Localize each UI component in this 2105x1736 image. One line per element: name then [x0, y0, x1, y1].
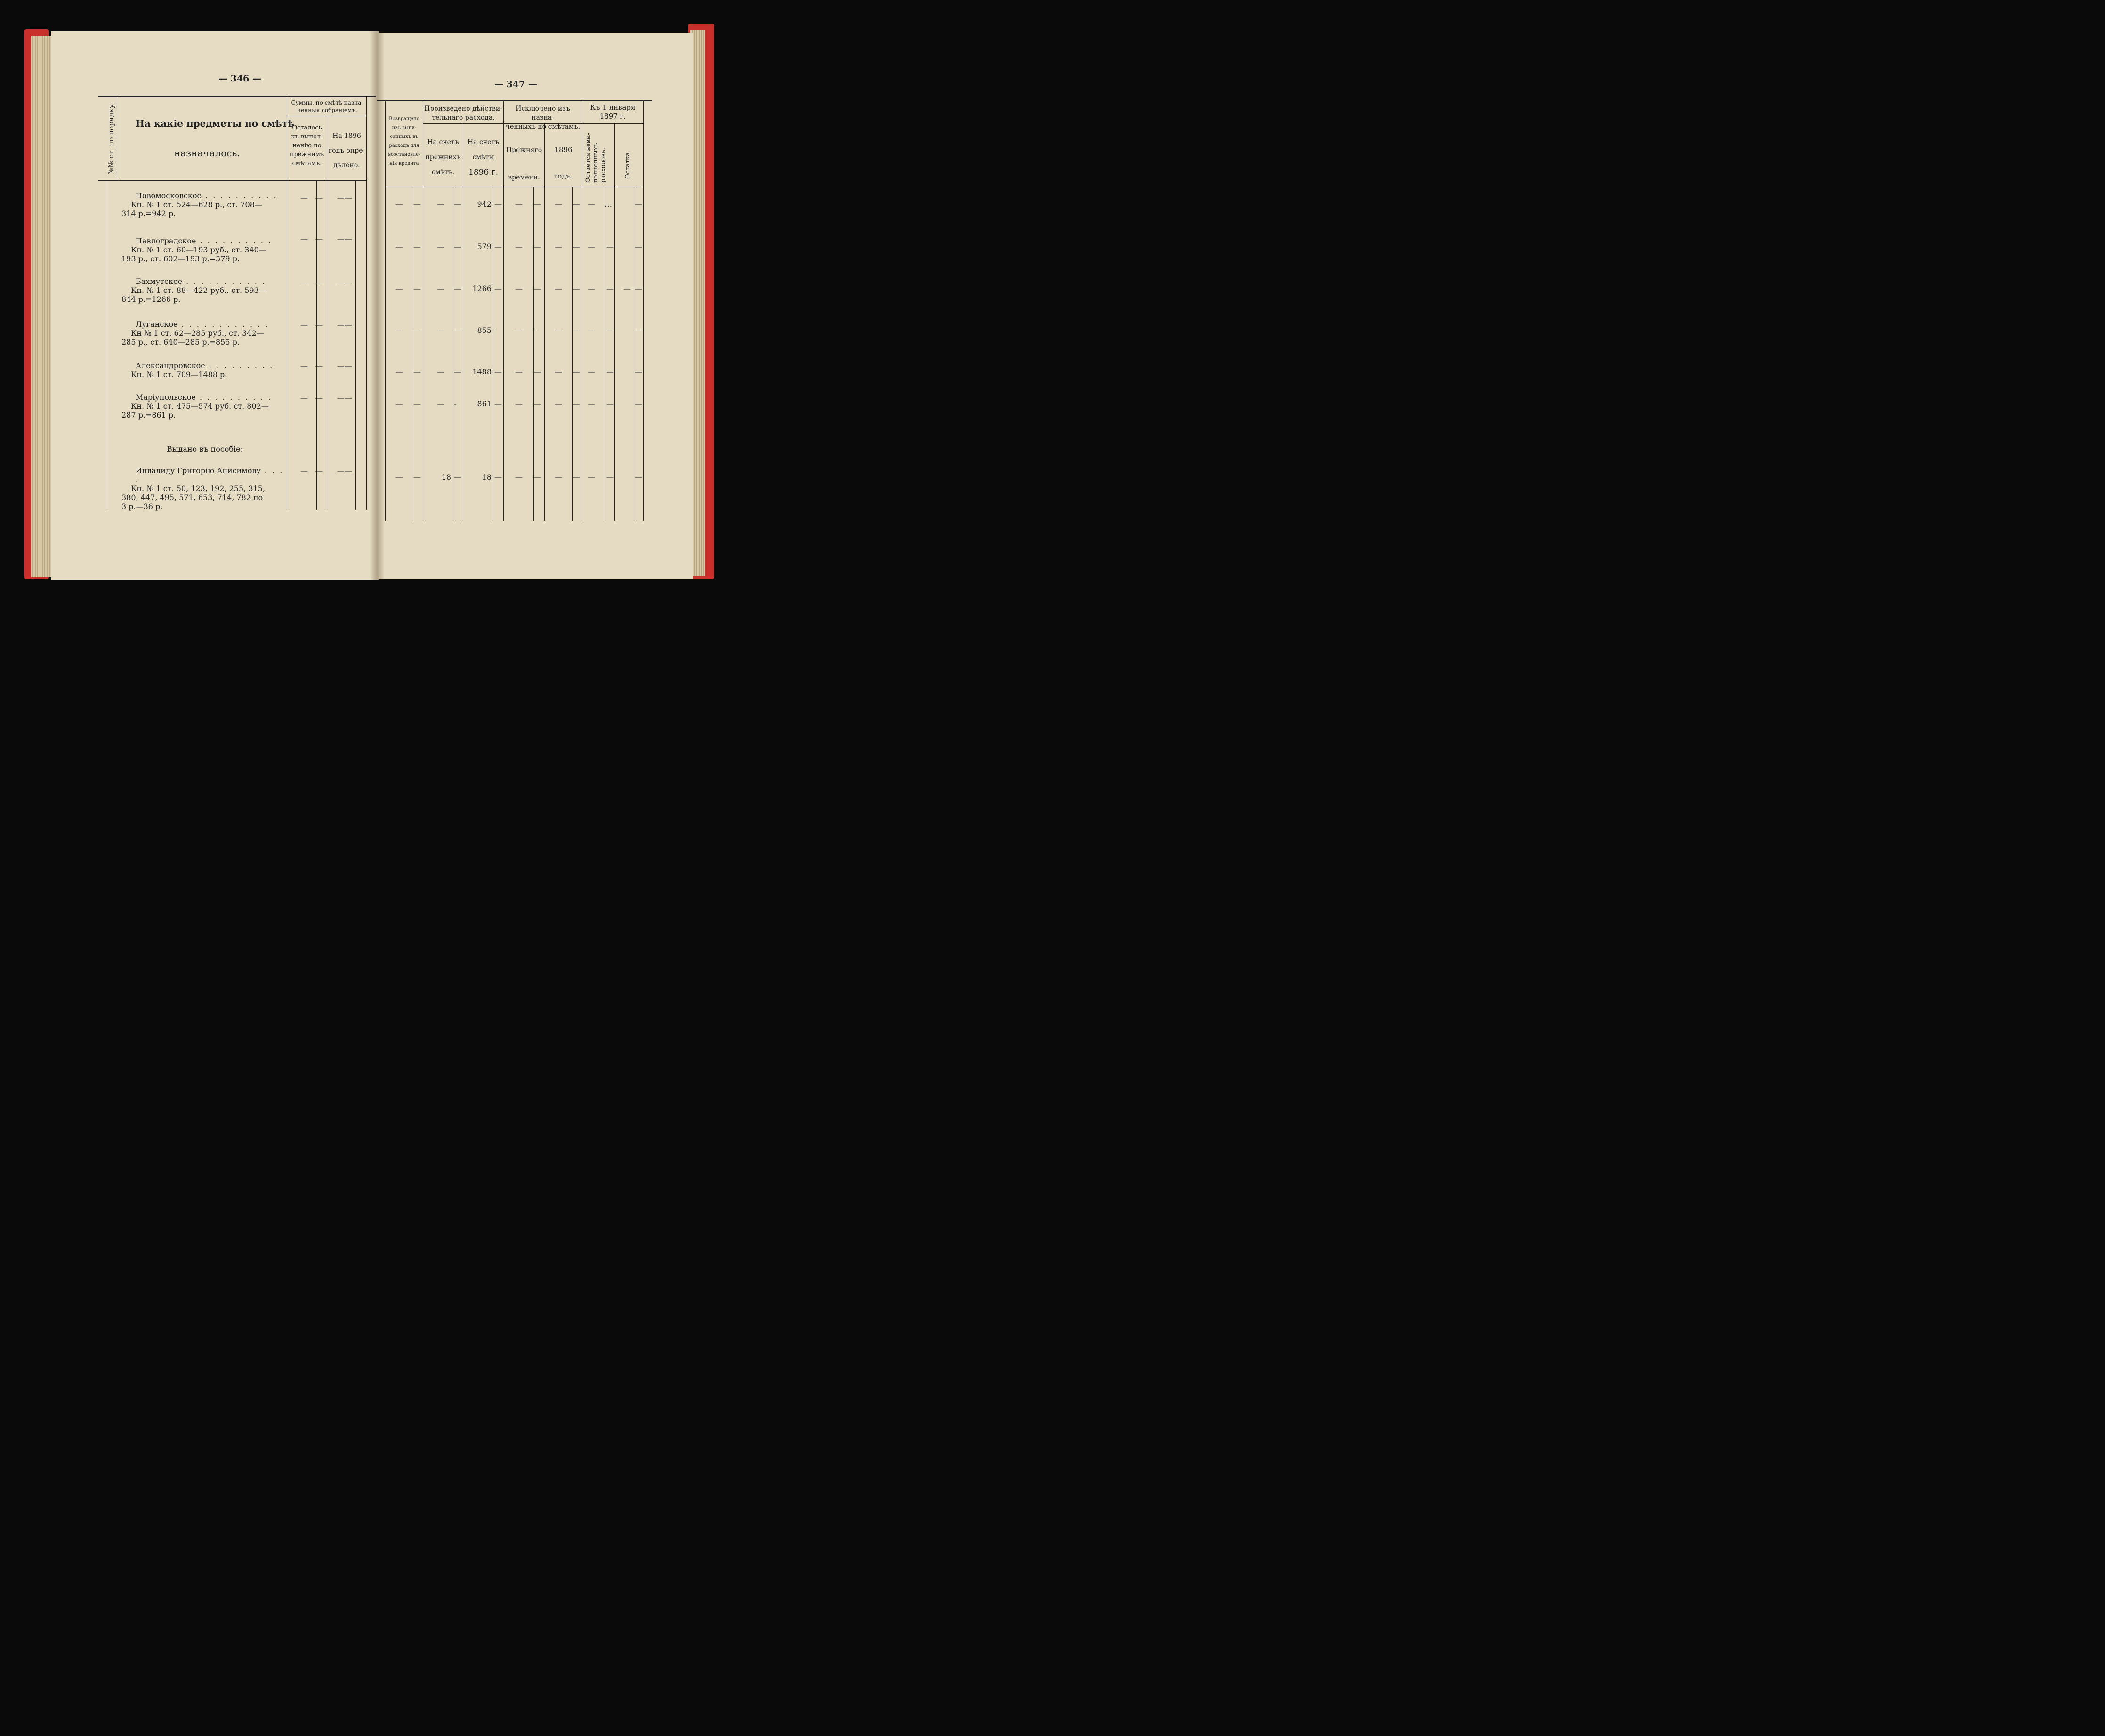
- group-jan-header: Къ 1 января 1897 г.: [590, 103, 636, 121]
- kop-rule: [533, 187, 534, 521]
- entry-luganskoe: Луганское . . . . . . . . . . . . Кн № 1 ст. 62—285 руб., ст. 342— 285 р., ст. 640—285 р.=855 р.: [121, 320, 269, 347]
- unfulfilled-col-rule: [614, 123, 615, 521]
- group-excluded-header: Исключено изъ назна- ченныхъ по смѣтамъ.: [505, 105, 581, 130]
- col-former-header: Прежняго времени.: [506, 146, 542, 181]
- dash-mark: — — ——: [300, 320, 352, 329]
- col-remain-header: Осталось къ выпол- ненiю по прежнимъ смѣтамъ.: [290, 124, 324, 167]
- col-unfulfilled-header: Остается невы- полненныхъ расходовъ.: [585, 133, 607, 183]
- dash-mark: — — ——: [300, 278, 352, 287]
- dash-mark: — — ——: [300, 193, 352, 202]
- entry-mariupolskoe: Марiупольское . . . . . . . . . . Кн. № 1 ст. 475—574 руб. ст. 802— 287 р.=861 р.: [121, 393, 272, 420]
- col-index-header: №№ ст. по порядку.: [107, 102, 115, 174]
- col-remainder-header: Остатка.: [624, 150, 631, 179]
- entry-pavlogradskoe: Павлоградское . . . . . . . . . . Кн. № 1 ст. 60—193 руб., ст. 340— 193 р., ст. 602—193 р.=579 р.: [121, 236, 273, 263]
- page-number-right: — 347 —: [494, 79, 537, 89]
- book-gutter: [370, 31, 385, 580]
- group-sums-header: Суммы, по смѣтѣ назна- ченныя собранiемъ.: [291, 99, 363, 113]
- table-top-rule-left: [98, 96, 376, 97]
- entry-bakhmutskoe: Бахмутское . . . . . . . . . . . Кн. № 1 ст. 88—422 руб., ст. 593— 844 р.=1266 р.: [121, 277, 266, 304]
- entry-aleksandrovskoe: Александровское . . . . . . . . . Кн. № 1 ст. 709—1488 р.: [131, 361, 274, 379]
- col-prev-header: На счетъ прежнихъ смѣтъ.: [425, 138, 461, 176]
- dash-mark: — — ——: [300, 466, 352, 475]
- col-subject-header-2: назначалось.: [174, 147, 240, 159]
- year-kop-rule: [355, 180, 356, 510]
- dash-mark: — — ——: [300, 394, 352, 403]
- col-1896-header: На 1896 годъ опре- дѣлено.: [328, 132, 365, 169]
- col-1896-header-right: На счетъ смѣты 1896 г.: [467, 138, 500, 177]
- table-right-rule-right: [643, 100, 644, 521]
- col-subject-header-1: На какiе предметы по смѣтѣ: [136, 118, 295, 129]
- col-returned-header: Возвращено изъ выпи- санныхъ въ расходъ для возстановле- нiя кредита: [388, 116, 420, 166]
- dash-mark: — — ——: [300, 234, 352, 243]
- dash-mark: — — ——: [300, 362, 352, 371]
- col-1896-year-header: 1896 годъ.: [554, 145, 573, 180]
- kop-rule: [572, 187, 573, 521]
- table-right-rule-left: [366, 96, 367, 510]
- entry-invalid-anisimov: Инвалиду Григорiю Анисимову . . . . Кн. № 1 ст. 50, 123, 192, 255, 315, 380, 447, 495, 571, 653, 714, 782 по 3 р.—36 р.: [121, 466, 284, 511]
- subheading-grant: Выдано въ пособiе:: [167, 444, 243, 453]
- entry-novomoskovskoe: Новомосковское . . . . . . . . . . Кн. № 1 ст. 524—628 р., ст. 708— 314 р.=942 р.: [121, 191, 278, 218]
- remain-kop-rule: [316, 180, 317, 510]
- group-produced-header: Произведено дѣйстви- тельнаго расхода.: [424, 105, 502, 121]
- table-top-rule-right: [377, 100, 652, 101]
- page-number-left: — 346 —: [218, 73, 261, 84]
